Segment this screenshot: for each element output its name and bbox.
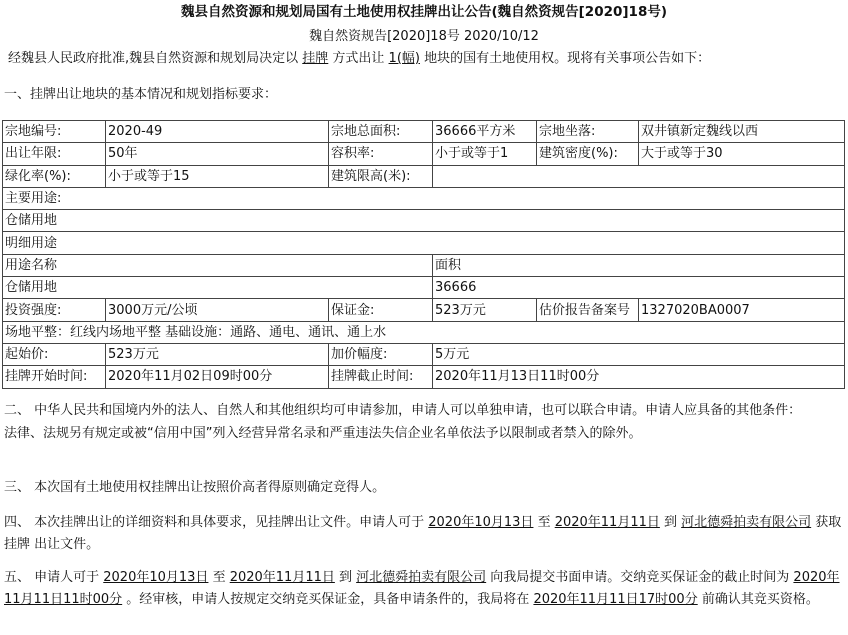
section3-paragraph: 三、 本次国有土地使用权挂牌出让按照价高者得原则确定竞得人。: [4, 480, 386, 495]
announcement-page: [0, 1, 848, 635]
auction-company: 河北德舜拍卖有限公司: [681, 515, 812, 530]
table-row: 明细用途: [3, 232, 845, 254]
table-row: 场地平整：红线内场地平整 基础设施：通路、通电、通讯、通上水: [3, 321, 845, 343]
page-title: 魏县自然资源和规划局国有土地使用权挂牌出让公告(魏自然资规告[2020]18号): [180, 4, 668, 20]
auction-company: 河北德舜拍卖有限公司: [356, 570, 487, 585]
table-row: 宗地编号: 2020-49 宗地总面积: 36666平方米 宗地坐落: 双井镇新定魏线以西: [3, 121, 845, 143]
parcel-count: 1(幅): [388, 51, 420, 66]
transfer-method: 挂牌: [302, 51, 329, 66]
table-row: 投资强度: 3000万元/公顷 保证金: 523万元 估价报告备案号 1327020BA0007: [3, 299, 845, 321]
table-row: 挂牌开始时间: 2020年11月02日09时00分 挂牌截止时间: 2020年11月13日11时00分: [3, 366, 845, 388]
table-row: 绿化率(%): 小于或等于15 建筑限高(米):: [3, 165, 845, 187]
table-row: 主要用途:: [3, 187, 845, 209]
section1-heading: 一、挂牌出让地块的基本情况和规划指标要求：: [4, 87, 278, 102]
table-row: 出让年限: 50年 容积率: 小于或等于1 建筑密度(%): 大于或等于30: [3, 143, 845, 165]
table-row: 起始价: 523万元 加价幅度: 5万元: [3, 343, 845, 365]
table-row: 仓储用地: [3, 210, 845, 232]
announcement-meta: 魏自然资规告[2020]18号 2020/10/12: [309, 29, 539, 44]
intro-paragraph: 经魏县人民政府批准,魏县自然资源和规划局决定以 挂牌 方式出让 1(幅) 地块的国有土地使用权。现将有关事项公告如下：: [8, 51, 711, 66]
section5-paragraph: 五、 申请人可于 2020年10月13日 至 2020年11月11日 到 河北德舜拍卖有限公司 向我局提交书面申请。交纳竞买保证金的截止时间为 2020年11月11日11时00分 。经审核，申请人按规定交纳竞买保证金，具备申请条件的，我局将在 2020年11月11日17时00分 前确认其竞买资格。: [4, 570, 840, 607]
section2-paragraph: 二、 中华人民共和国境内外的法人、自然人和其他组织均可申请参加，申请人可以单独申请，也可以联合申请。申请人应具备的其他条件： 法律、法规另有规定或被“信用中国”列入经营异常名录和严重违法失信企业名单依法予以限制或者禁入的除外。: [4, 403, 802, 441]
table-row: 用途名称 面积: [3, 254, 845, 276]
parcel-info-table: [2, 120, 845, 389]
table-row: 仓储用地 36666: [3, 277, 845, 299]
section4-paragraph: 四、 本次挂牌出让的详细资料和具体要求，见挂牌出让文件。申请人可于 2020年10月13日 至 2020年11月11日 到 河北德舜拍卖有限公司 获取 挂牌 出让文件。: [4, 515, 842, 552]
